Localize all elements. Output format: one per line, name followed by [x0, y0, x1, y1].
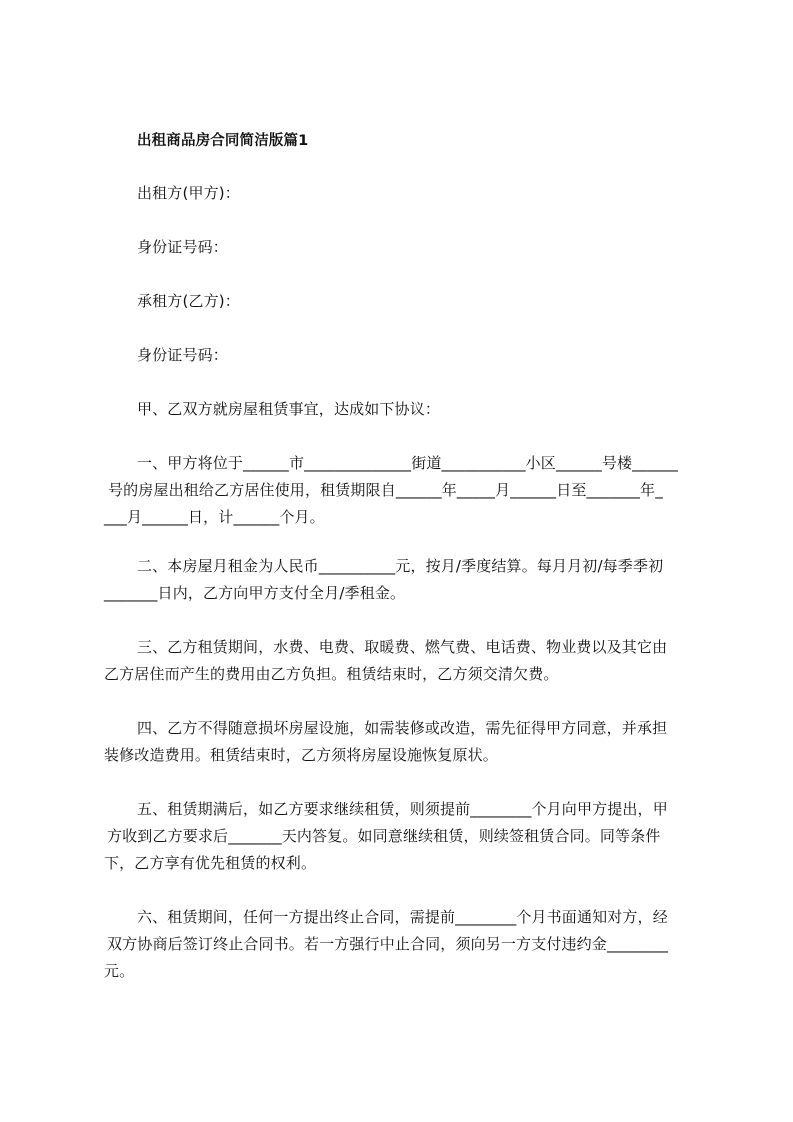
clause-1-line-2: 号的房屋出租给乙方居住使用，租赁期限自______年_____月______日至_______年_ — [108, 481, 663, 499]
clause-6-line-3: 元。 — [104, 962, 135, 980]
clause-2-line-1: 二、本房屋月租金为人民币__________元，按月/季度结算。每月月初/每季季初 — [137, 557, 664, 575]
clause-5-line-3: 下，乙方享有优先租赁的权利。 — [104, 854, 317, 872]
document-title: 出租商品房合同简洁版篇1 — [137, 133, 309, 149]
clause-6-line-2: 双方协商后签订终止合同书。若一方强行中止合同，须向另一方支付违约金________ — [107, 935, 669, 953]
clause-5-line-2: 方收到乙方要求后_______天内答复。如同意继续租赁，则续签租赁合同。同等条件 — [107, 827, 661, 845]
clause-6-line-1: 六、租赁期间，任何一方提出终止合同，需提前________个月书面通知对方，经 — [137, 908, 668, 926]
intro-paragraph: 甲、乙双方就房屋租赁事宜，达成如下协议： — [137, 400, 441, 418]
clause-3-line-1: 三、乙方租赁期间，水费、电费、取暖费、燃气费、电话费、物业费以及其它由 — [137, 638, 668, 656]
party-a-label: 出租方(甲方)： — [137, 184, 240, 202]
clause-1-line-3: ___月______日，计______个月。 — [104, 508, 325, 526]
clause-2-line-2: _______日内，乙方向甲方支付全月/季租金。 — [104, 584, 406, 602]
clause-4-line-2: 装修改造费用。租赁结束时，乙方须将房屋设施恢复原状。 — [104, 746, 498, 764]
party-b-label: 承租方(乙方)： — [137, 292, 240, 310]
clause-3-line-2: 乙方居住而产生的费用由乙方负担。租赁结束时，乙方须交清欠费。 — [104, 665, 559, 683]
clause-1-line-1: 一、甲方将位于______市______________街道___________小区______号楼______ — [137, 454, 679, 472]
party-a-id-label: 身份证号码： — [137, 238, 228, 256]
clause-4-line-1: 四、乙方不得随意损坏房屋设施，如需装修或改造，需先征得甲方同意，并承担 — [137, 719, 668, 737]
party-b-id-label: 身份证号码： — [137, 346, 228, 364]
clause-5-line-1: 五、租赁期满后，如乙方要求继续租赁，则须提前________个月向甲方提出，甲 — [137, 800, 668, 818]
